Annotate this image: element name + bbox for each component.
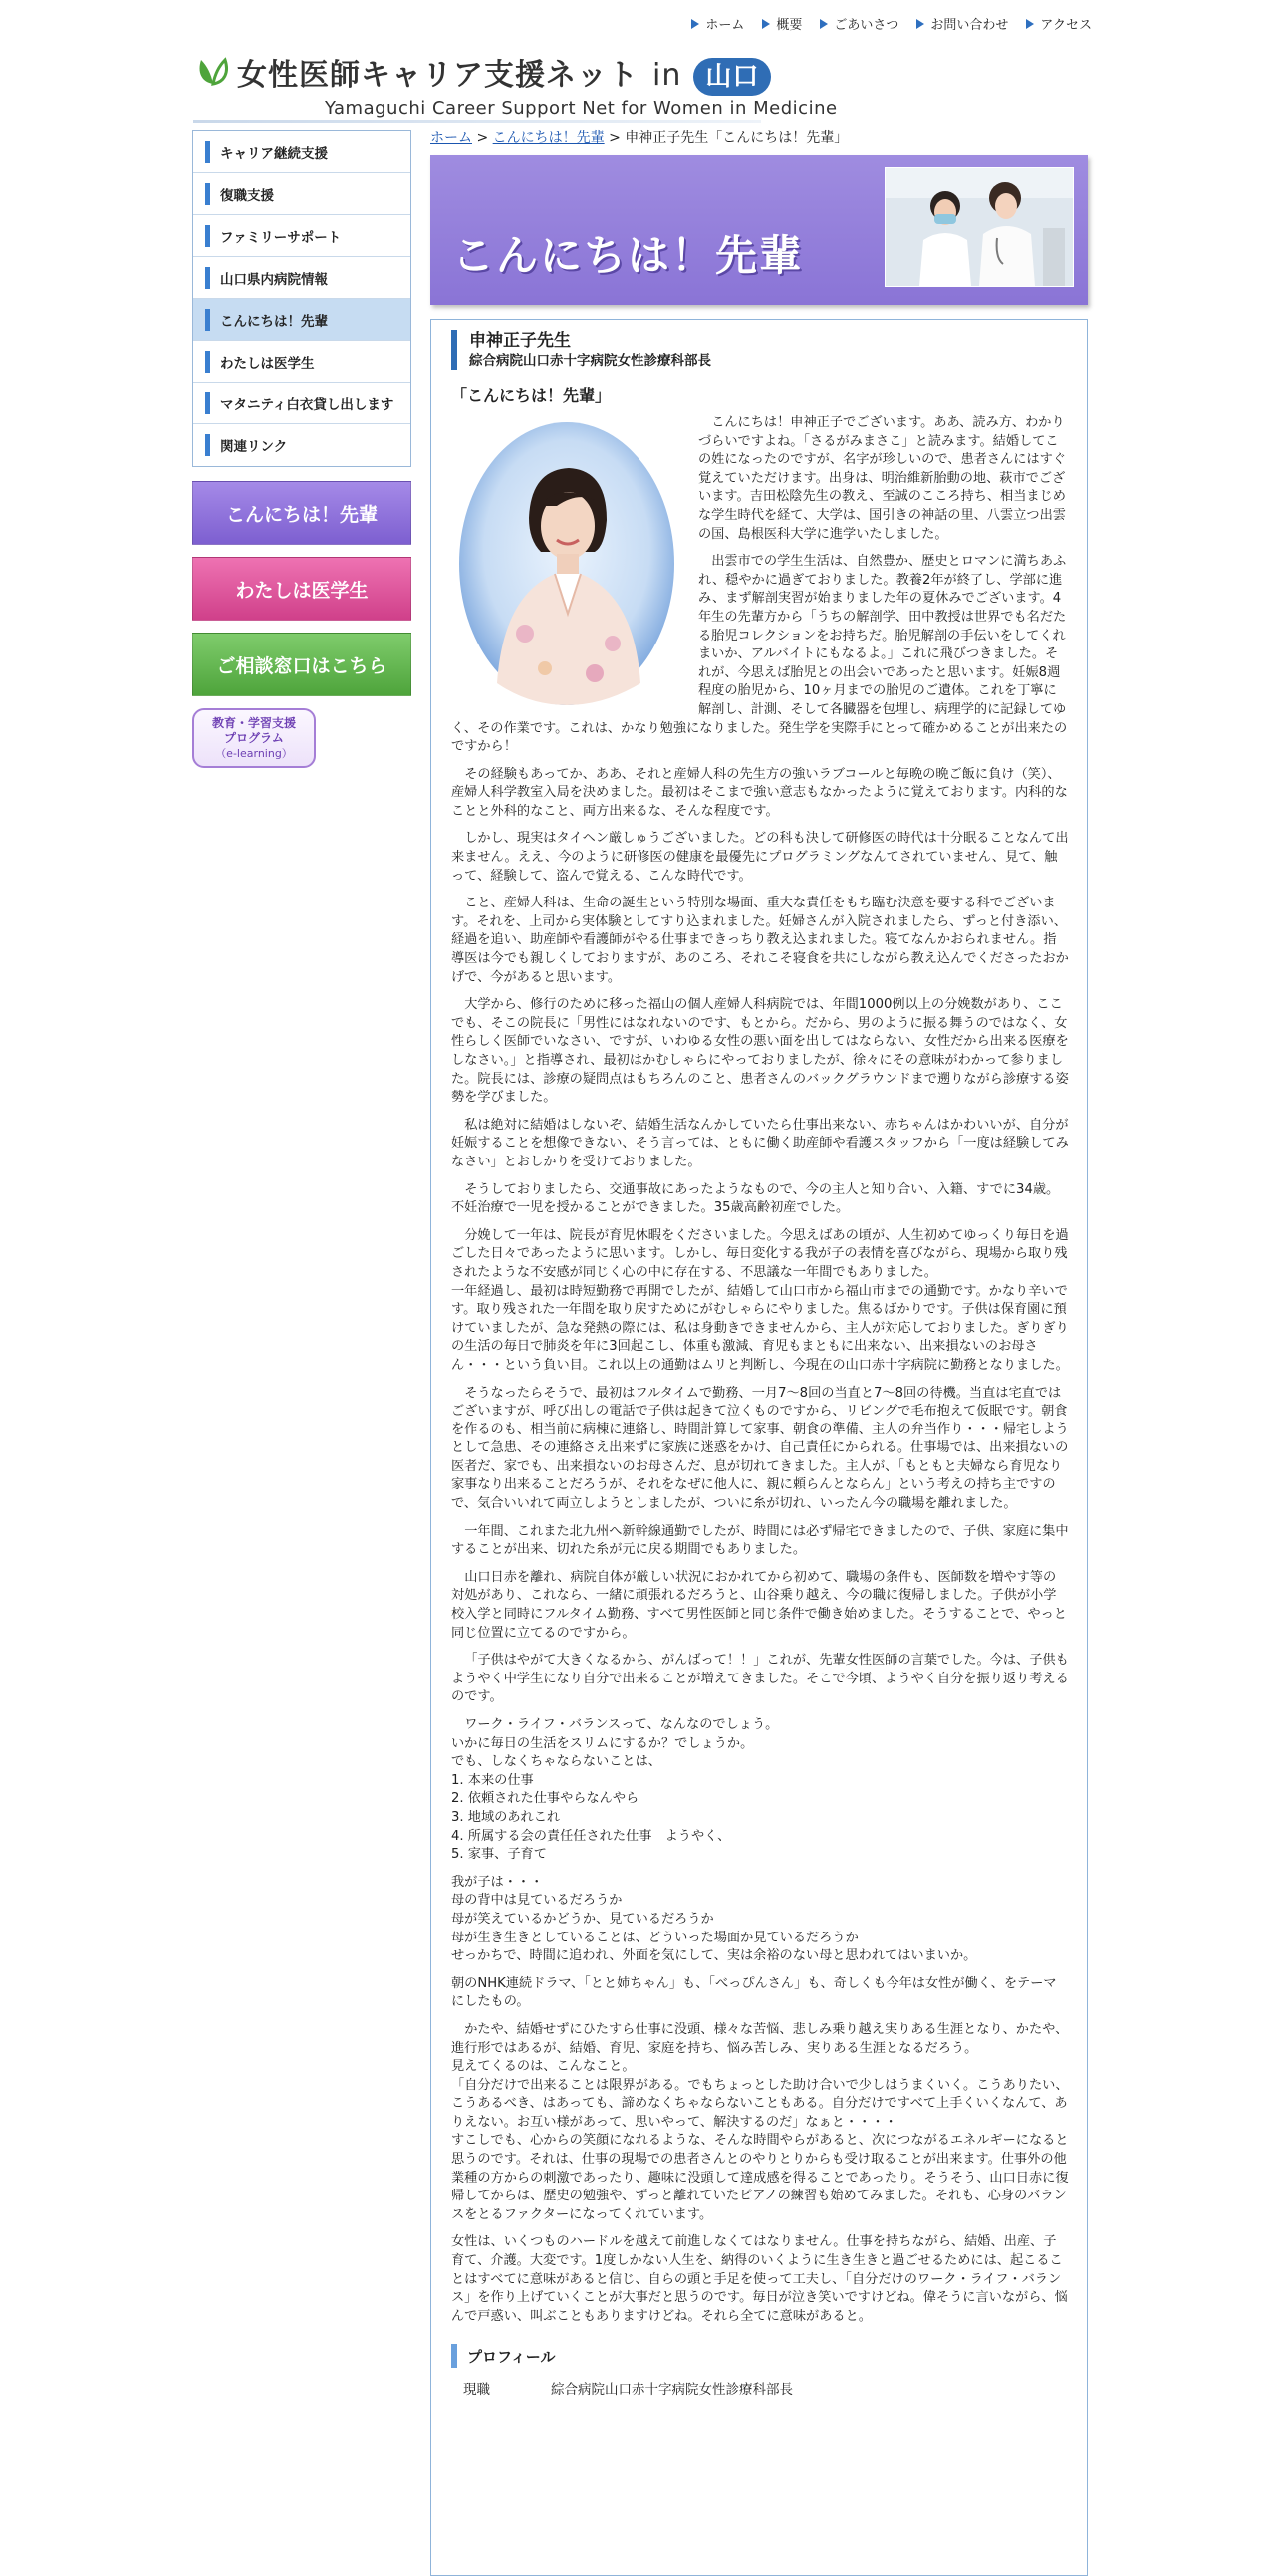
- nav-contact[interactable]: [916, 14, 1008, 33]
- spacer: [451, 1865, 1069, 1874]
- arrow-right-icon: [1026, 19, 1034, 29]
- child-line: 母の背中は見ているだろうか: [451, 1893, 623, 1909]
- article-paragraph: 出雲市での学生生活は、自然豊か、歴史とロマンに満ちあふれ、穏やかに過ぎておりました。教養2年が終了し、学部に進み、まず解剖実習が始まりました年の夏休みでございます。4年生の先輩方から「うちの解剖学、田中教授は世界でも名だたる胎児コレクションをお持ちだ。胎児解剖の手伝いをしてくれまいか、アルバイトにもなるよ。」これに飛びつきました。それが、今思えば胎児との出会いであったと思います。妊娠8週程度の胎児から、10ヶ月までの胎児のご遺体。これを丁寧に解剖し、計測、そして各臓器を包埋し、病理学的に記録してゆく、その作業です。これは、かなり勉強になりました。発生学を実際手にとって確かめることが出来たのですから！: [451, 554, 1068, 755]
- sidebar-item-hospitals[interactable]: [193, 257, 410, 299]
- sidebar-item-label: キャリア継続支援: [220, 145, 328, 162]
- closing-line: すこしでも、心からの笑顔になれるような、そんな時間やらがあると、次につながるエネルギーになると思うのです。それは、仕事の現場での患者さんとのやりとりからも受け取ることが出来ます。仕事外の他業種の方からの刺激であったり、趣味に没頭して達成感を得ることであったり。そうそう、山口日赤に復帰してからは、歴史の勉強や、ずっと離れていたピアノの練習も始めてみました。それも、心身のバランスをとるファクターになってくれています。: [451, 2133, 1069, 2222]
- article-paragraph: 一年経過し、最初は時短勤務で再開でしたが、結婚して山口市から福山市までの通勤です。かなり辛いです。取り残された一年間を取り戻すためにがむしゃらにやりました。焦るばかりです。子供は保育園に預けていましたが、急な発熱の際には、私は身動きできませんから、主人が対応しておりました。ぎりぎりの生活の毎日で肺炎を年に3回起こし、体重も激減、育児もまともに出来ない、出来損ないのお母さん・・・という負い目。これ以上の通勤はムリと判断し、今現在の山口赤十字病院に勤務となりました。: [451, 1283, 1069, 1373]
- banner-title: こんにちは！先輩: [452, 231, 804, 280]
- arrow-right-icon: [762, 19, 770, 29]
- author-name: 申神正子先生: [469, 331, 571, 351]
- breadcrumb-home-link[interactable]: ホーム: [430, 130, 472, 146]
- article-paragraph: 大学から、修行のために移った福山の個人産婦人科病院では、年間1000例以上の分娩数があり、ここでも、そこの院長に「男性にはなれないのです、もとから。だから、男のように振る舞うのではなく、女性らしく医師でいなさい、ですが、いわゆる女性の悪い面を出してはならない、女性だから出来る医療をしなさい。」と指導され、最初はかむしゃらにやっておりましたが、徐々にその意味がわかって参りました。院長には、診療の疑問点はもちろんのこと、患者さんのバックグラウンドまで遡りながら診療する姿勢を学びました。: [451, 997, 1069, 1106]
- closing-line: 「自分だけで出来ることは限界がある。でもちょっとした助け合いで少しはうまくいく。こうありたい、こうあるべき、はあっても、諦めなくちゃならないこともある。自分だけですべて上手くいくなんて、ありえない。お互い様があって、思いやって、解決するのだ」なぁと・・・・: [451, 2077, 1069, 2130]
- child-line: 母が笑えているかどうか、見ているだろうか: [451, 1911, 714, 1927]
- sidebar: [192, 130, 411, 768]
- student-button[interactable]: わたしは医学生: [192, 557, 411, 621]
- article-paragraph: こんにちは！申神正子でございます。ああ、読み方、わかりづらいですよね。「さるがみまさこ」と読みます。結婚してこの姓になったのですが、名字が珍しいので、患者さんにはすぐ覚えていただけます。出身は、明治維新胎動の地、萩市でございます。吉田松陰先生の教え、至誠のこころ持ち、相当まじめな学生時代を経て、大学は、国引きの神話の里、八雲立つ出雲の国、島根医科大学に進学いたしました。: [698, 415, 1066, 542]
- wlb-line: ワーク・ライフ・バランスって、なんなのでしょう。: [464, 1717, 779, 1732]
- article-paragraph: 山口日赤を離れ、病院自体が厳しい状況におかれてから初めて、職場の条件も、医師数を増やす等の対処があり、これなら、一緒に頑張れるだろうと、山谷乗り越え、今の職に復帰しました。子供が小学校入学と同時にフルタイム勤務、すべて男性医師と同じ条件で働き始めました。そうすることで、やっと同じ位置に立てるのですから。: [451, 1569, 1067, 1641]
- nav-overview[interactable]: [762, 14, 802, 33]
- author-title: 綜合病院山口赤十字病院女性診療科部長: [469, 353, 711, 369]
- site-title-in: in: [652, 58, 682, 93]
- profile-value: 綜合病院山口赤十字病院女性診療科部長: [551, 2382, 793, 2399]
- arrow-right-icon: [916, 19, 924, 29]
- wlb-list-item: 5. 家事、子育て: [451, 1847, 547, 1863]
- article-paragraph: 私は絶対に結婚はしないぞ、結婚生活なんかしていたら仕事出来ない、赤ちゃんはかわいいが、自分が妊娠することを想像できない、そう言っては、ともに働く助産師や看護スタッフから「一度は経験してみなさい」とおしかりを受けておりました。: [451, 1117, 1069, 1169]
- menu-bar-icon: [205, 434, 210, 456]
- arrow-right-icon: [820, 19, 828, 29]
- wlb-line: でも、しなくちゃならないことは、: [451, 1754, 661, 1770]
- leaf-logo-icon: [195, 54, 231, 86]
- closing-line: かたや、結婚せずにひたすら仕事に没頭、様々な苦悩、悲しみ乗り越え実りある生涯となり、かたや、進行形ではあるが、結婚、育児、家庭を持ち、悩み苦しみ、実りある生涯となるだろう。: [451, 2021, 1069, 2056]
- child-line: せっかちで、時間に追われ、外面を気にして、実は余裕のない母と思われてはいまいか。: [451, 1948, 977, 1964]
- author-block: [451, 330, 1069, 370]
- arrow-right-icon: [691, 19, 699, 29]
- article-paragraph: 女性は、いくつものハードルを越えて前進しなくてはなりません。仕事を持ちながら、結婚、出産、子育て、介護。大変です。1度しかない人生を、納得のいくように生き生きと過ごせるためには、起こることはすべてに意味があると信じ、自らの頭と手足を使って工夫し、「自分だけのワーク・ライフ・バランス」を作り上げていくことが大事だと思うのです。毎日が泣き笑いですけどね。偉そうに言いながら、悩んで戸惑い、叫ぶこともありますけどね。それら全てに意味があると。: [451, 2234, 1068, 2324]
- sidebar-item-student[interactable]: [193, 341, 410, 383]
- wlb-list-item: 1. 本来の仕事: [451, 1772, 534, 1788]
- sidebar-item-label: 関連リンク: [220, 439, 288, 455]
- section-title: 「こんにちは！先輩」: [451, 386, 612, 405]
- menu-bar-icon: [205, 225, 210, 247]
- profile-key: 現職: [463, 2382, 490, 2399]
- article-paragraph: そうなったらそうで、最初はフルタイムで勤務、一月7～8回の当直と7～8回の待機。当直は宅直ではございますが、呼び出しの電話で子供は起きて泣くものですから、リビングで毛布抱えて仮眠です。朝食を作るのも、相当前に病棟に連絡し、時間計算して家事、朝食の準備、主人の弁当作り・・・帰宅しようとして急患、その連絡さえ出来ずに家族に迷惑をかけ、自己責任にかられる。仕事場では、出来損ないの医者だ、家でも、出来損ないのお母さんだ、息が切れてきました。主人が、「もともと夫婦なら育児なり家事なり出来ることだろうが、それをなぜに他人に、親に頼らんとならん」という考えの持ち主ですので、気合いいれて両立しようとしましたが、ついに糸が切れ、いったん今の職場を離れました。: [451, 1385, 1069, 1512]
- menu-bar-icon: [205, 183, 210, 205]
- sidebar-item-label: ファミリーサポート: [220, 229, 342, 246]
- nav-overview-label: 概要: [776, 18, 803, 33]
- closing-line: 見えてくるのは、こんなこと。: [451, 2059, 636, 2075]
- nav-greeting-label: ごあいさつ: [834, 18, 899, 33]
- elearning-line2: プログラム: [224, 730, 284, 745]
- breadcrumb-current: 申神正子先生「こんにちは！先輩」: [625, 130, 849, 146]
- menu-bar-icon: [205, 309, 210, 331]
- wlb-list-item: 4. 所属する会の責任任された仕事 ようやく、: [451, 1828, 731, 1844]
- breadcrumb-separator: >: [604, 130, 626, 146]
- menu-bar-icon: [205, 267, 210, 289]
- spacer: [451, 2224, 1069, 2233]
- nav-home[interactable]: [691, 14, 744, 33]
- elearning-button[interactable]: [192, 708, 316, 768]
- breadcrumb-separator: >: [472, 130, 493, 146]
- sidebar-item-label: わたしは医学生: [220, 355, 315, 372]
- heading-bar-icon: [451, 330, 457, 370]
- sidebar-item-return[interactable]: [193, 173, 410, 215]
- article-paragraph: 「子供はやがて大きくなるから、がんばって！！」これが、先輩女性医師の言葉でした。今は、子供もようやく中学生になり自分で出来ることが増えてきました。そこで今頃、ようやく自分を振り返り考えるのです。: [451, 1653, 1069, 1705]
- consultation-button[interactable]: ご相談窓口はこちら: [192, 633, 411, 696]
- spacer: [451, 1966, 1069, 1975]
- profile-row: [451, 2378, 1069, 2398]
- author-portrait: [445, 414, 688, 709]
- article-paragraph: 一年間、これまた北九州へ新幹線通勤でしたが、時間には必ず帰宅できましたので、子供、家庭に集中することが出来、切れた糸が元に戻る期間でもありました。: [451, 1523, 1069, 1558]
- menu-bar-icon: [205, 351, 210, 373]
- sidebar-item-label: こんにちは！先輩: [220, 313, 328, 330]
- article-paragraph: 分娩して一年は、院長が育児休暇をくださいました。今思えばあの頃が、人生初めてゆっくり毎日を過ごした日々であったように思います。しかし、毎日変化する我が子の表情を喜びながら、現場から取り残されたような不安感が同じく心の中に存在する、不思議な一年間でもありました。: [451, 1227, 1069, 1280]
- profile-heading: [451, 2344, 1069, 2368]
- nav-access-label: アクセス: [1040, 18, 1092, 33]
- wlb-list-item: 3. 地域のあれこれ: [451, 1809, 561, 1825]
- elearning-line1: 教育・学習支援: [211, 715, 296, 730]
- nav-greeting[interactable]: [820, 14, 898, 33]
- prefecture-badge: 山口: [693, 58, 771, 96]
- sidebar-item-label: マタニティ白衣貸し出します: [220, 396, 394, 413]
- sidebar-item-family[interactable]: [193, 215, 410, 257]
- elearning-line3: （e-learning）: [215, 746, 293, 760]
- site-subtitle: Yamaguchi Career Support Net for Women in Medicine: [325, 98, 838, 119]
- article-paragraph: その経験もあってか、ああ、それと産婦人科の先生方の強いラブコールと毎晩の晩ご飯に負け（笑）、産婦人科学教室入局を決めました。最初はそこまで強い意志もなかったように覚えております。内科的なことと外科的なこと、両方出来るな、そんな程度です。: [451, 766, 1068, 819]
- page-banner: [430, 155, 1088, 305]
- nav-home-label: ホーム: [705, 18, 745, 33]
- sidebar-item-label: 山口県内病院情報: [220, 271, 328, 288]
- main-content: [430, 128, 1088, 2576]
- wlb-line: いかに毎日の生活をスリムにするか？でしょうか。: [451, 1735, 754, 1751]
- doctors-photo: [885, 167, 1074, 287]
- sidebar-item-senpai[interactable]: [193, 299, 410, 341]
- nav-access[interactable]: [1026, 14, 1092, 33]
- article-paragraph: しかし、現実はタイヘン厳しゅうございました。どの科も決して研修医の時代は十分眠ることなんて出来ません。ええ、今のように研修医の健康を最優先にプログラミングなんてされていません、見て、触って、経験して、盗んで覚える、こんな時代です。: [451, 831, 1069, 884]
- article: [430, 319, 1088, 2576]
- top-nav: [691, 14, 1092, 33]
- menu-bar-icon: [205, 141, 210, 163]
- sidebar-item-career[interactable]: [193, 131, 410, 173]
- nav-contact-label: お問い合わせ: [930, 18, 1009, 33]
- site-header[interactable]: [193, 44, 838, 122]
- breadcrumb-section-link[interactable]: こんにちは！先輩: [492, 130, 605, 146]
- senpai-button[interactable]: こんにちは！先輩: [192, 481, 411, 545]
- article-paragraph: こと、産婦人科は、生命の誕生という特別な場面、重大な責任をもち臨む決意を要する科でございます。それを、上司から実体験としてすり込まれました。妊婦さんが入院されましたら、ずっと付き添い、経過を追い、助産師や看護師がやる仕事まできっちり教え込まれました。寝てなんかおられません。指導医は今でも親しくしておりますが、あのころ、それこそ寝食を共にしながら教え込んでくださったおかげで、今があると思います。: [451, 896, 1069, 985]
- site-title: [237, 50, 771, 96]
- sidebar-item-label: 復職支援: [220, 187, 274, 204]
- child-line: 母が生き生きとしていることは、どういった場面か見ているだろうか: [451, 1930, 859, 1945]
- article-paragraph: そうしておりましたら、交通事故にあったようなもので、今の主人と知り合い、入籍、すでに34歳。不妊治療で一児を授かることができました。35歳高齢初産でした。: [451, 1181, 1060, 1216]
- profile-heading-label: プロフィール: [467, 2347, 556, 2366]
- breadcrumb: [430, 128, 1088, 151]
- sidebar-item-maternity[interactable]: [193, 383, 410, 424]
- sidebar-item-links[interactable]: [193, 424, 410, 466]
- article-paragraph: 朝のNHK連続ドラマ、「とと姉ちゃん」も、「べっぴんさん」も、奇しくも今年は女性が働く、をテーマにしたもの。: [451, 1975, 1057, 2010]
- heading-bar-icon: [451, 2344, 457, 2368]
- child-line: 我が子は・・・: [451, 1874, 544, 1890]
- header-divider: [193, 120, 761, 123]
- sidebar-menu: [192, 130, 411, 467]
- wlb-list-item: 2. 依頼された仕事やらなんやら: [451, 1791, 640, 1807]
- menu-bar-icon: [205, 392, 210, 414]
- site-title-text: 女性医師キャリア支援ネット: [237, 58, 639, 93]
